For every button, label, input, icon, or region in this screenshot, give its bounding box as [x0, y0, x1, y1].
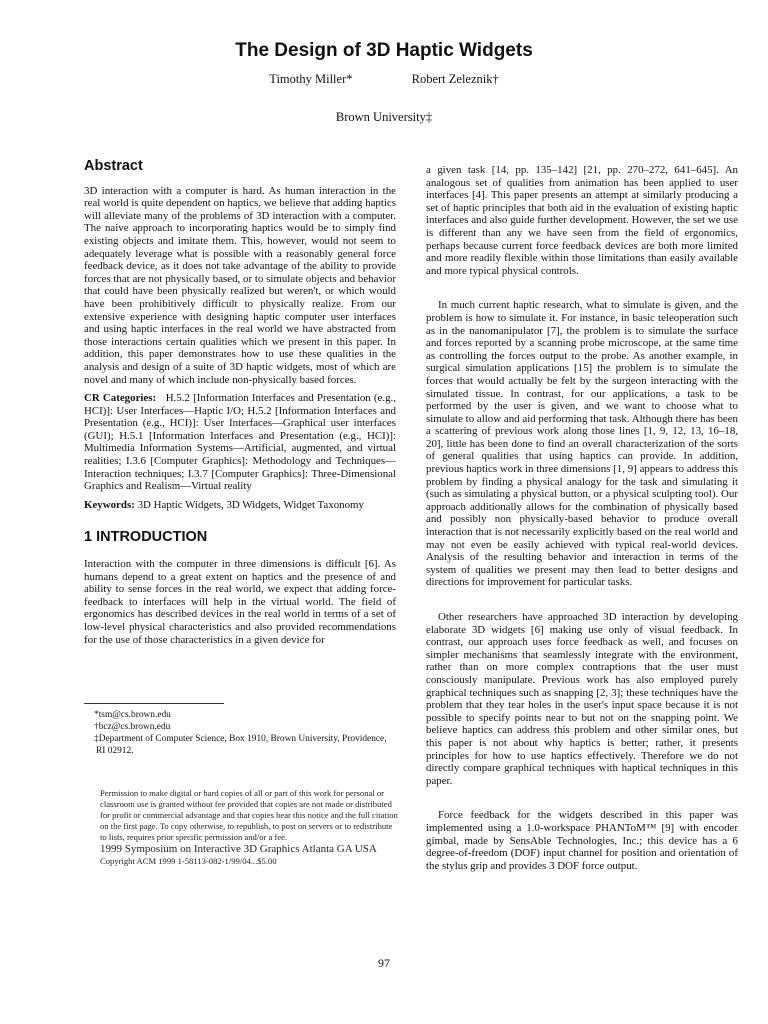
affiliation: Brown University‡	[335, 110, 433, 124]
introduction-heading: 1 INTRODUCTION	[84, 529, 208, 546]
author-name: Timothy Miller*	[269, 72, 353, 86]
paper-title: The Design of 3D Haptic Widgets	[235, 40, 533, 61]
right-column	[426, 164, 738, 876]
copyright-line: Copyright ACM 1999 1-58113-082-1/99/04...$5.00	[100, 856, 277, 866]
footnote-rule	[84, 703, 224, 704]
left-column	[84, 160, 396, 650]
page-number: 97	[378, 956, 390, 970]
footnotes	[84, 703, 396, 758]
cr-categories	[84, 392, 396, 493]
footnote: †bcz@cs.brown.edu	[94, 722, 171, 733]
abstract-body: 3D interaction with a computer is hard. As human interaction in the real world is quite dependent on haptics, we believe that adding haptics will alleviate many of the problems of 3D interaction with a computer. The naive approach to incorporating haptics would be to simply find existing objects and imitate them. This, however, would not seem to adequately leverage what is possible with a reasonably general force feedback device, as it does not take advantage of the ability to provide forces that are not physically based, or to simulate objects and behavior that could have been physically realized but weren't, or which would have been prohibitively difficult to physically realize. From our extensive experience with designing haptic computer user interfaces and using haptic interfaces in the real world we have abstracted from those interactions certain qualities which we present in this paper. In addition, this paper demonstrates how to use these qualities in the analysis and design of a suite of 3D haptic widgets, most of which are novel and many of which include non-physically based forces.	[84, 184, 396, 386]
cr-categories-label: CR Categories:	[84, 392, 157, 405]
keywords-text: 3D Haptic Widgets, 3D Widgets, Widget Taxonomy	[137, 498, 364, 511]
permission-text: Permission to make digital or hard copies of all or part of this work for personal or classroom use is granted without fee provided that copies are not made or distributed for profit or commercial advantage and that copies bear this notice and the full citation on the first page. To copy otherwise, to republish, to post on servers or to redistribute to lists, requires prior specific permission and/or a fee.	[100, 788, 398, 842]
cr-categories-text: H.5.2 [Information Interfaces and Presentation (e.g., HCI)]: User Interfaces—Haptic I/O; H.5.2 [Information Interfaces and Presentation (e.g., HCI)]: User Interfaces—Graphical user interfaces (GUI); H.5.1 [Information Interfaces and Presentation (e.g., HCI)]: Multimedia Information Systems—Artificial, augmented, and virtual realities; I.3.6 [Computer Graphics]: Methodology and Techniques—Interaction techniques; I.3.7 [Computer Graphics]: Three-Dimensional Graphics and Realism—Virtual reality	[84, 392, 396, 493]
paragraph: a given task [14, pp. 135–142] [21, pp. 270–272, 641–645]. An analogous set of qualities from animation has been applied to user interfaces [4]. This paper presents an attempt at similarly producing a set of haptic principles that both aid in the evaluation of existing haptic interfaces and also guide further development. However, the set we use is different than any we have seen from the field of ergonomics, perhaps because current force feedback devices are both more limited and more readily flexible within those limitations than easily available and more typical physical controls.	[426, 164, 738, 277]
author-name: Robert Zeleznik†	[411, 72, 499, 86]
keywords-label: Keywords:	[84, 498, 135, 511]
abstract-heading: Abstract	[84, 158, 143, 174]
paragraph: Other researchers have approached 3D interaction by developing elaborate 3D widgets [6] making use only of visual feedback. In contrast, our approach uses force feedback as well, and focuses on simpler mechanisms that seamlessly integrate with the environment, rather than on more complex contraptions that the user must consciously manipulate. Previous work has also employed purely graphical techniques such as snapping [2, 3]; these techniques have the problem that they tear holes in the user's input space because it is not possible to specify points near to but not on the snapping point. We believe haptics can address this problem and other similar ones, but this paper is not about why haptics is better; rather, it presents principles for how to use haptics effectively. Therefore we do not directly compare graphical techniques with haptical techniques in this paper.	[426, 611, 738, 787]
permission-notice	[100, 788, 400, 867]
author-list	[0, 72, 768, 87]
paragraph: In much current haptic research, what to simulate is given, and the problem is how to simulate it. For instance, in basic teleoperation such as in the nanomanipulator [7], the problem is to simulate the surface and forces reported by a scanning probe microscope, at the same time as controlling the forces output to the probe. As another example, in surgical simulation applications [15] the problem is to simulate the forces that would actually be felt by the surgeon interacting with the simulated tissue. In contrast, for our applications, a task to be performed by the user is given, and we want to choose what to simulate to allow and aid performing that task. Although there has been a scattering of previous work along those lines [1, 9, 12, 13, 16–18, 20], little has been done to find an overall characterization of the sorts of general qualities that using haptics can provide. In addition, previous haptics work in three dimensions [1, 9] appears to address this problem by finding a physical analogy for the task and simulating it (such as simulating a physical button, or a physical sculpting tool). Our approach additionally allows for the combination of physically based and possibly non physically-based behavior to produce overall interaction that is not necessarily explicitly based on the real world and may not even be easily achieved with typical real-world devices. Analysis of the resulting behavior and interaction in terms of the system of qualities we present may then lead to better designs and directions for improvement for particular tasks.	[426, 299, 738, 589]
introduction-body: Interaction with the computer in three dimensions is difficult [6]. As humans depend to a great extent on haptics and the presence of and ability to sense forces in the real world, we expect that adding force-feedback to interfaces will help in the virtual world. The field of ergonomics has described devices in the real world in terms of a set of low-level physical characteristics and also provided recommendations for the use of those characteristics in a given device for	[84, 558, 396, 646]
footnote: *tsm@cs.brown.edu	[94, 710, 171, 720]
symposium-line: 1999 Symposium on Interactive 3D Graphics Atlanta GA USA	[100, 843, 377, 855]
keywords	[84, 499, 396, 512]
paragraph: Force feedback for the widgets described in this paper was implemented using a 1.0-workspace PHANToM™ [9] with encoder gimbal, made by SensAble Technologies, Inc.; this device has a 6 degree-of-freedom (DOF) input channel for position and orientation of the stylus grip and provides 3 DOF force output.	[426, 809, 738, 872]
footnote: ‡Department of Computer Science, Box 1910, Brown University, Providence, RI 02912.	[94, 734, 387, 756]
